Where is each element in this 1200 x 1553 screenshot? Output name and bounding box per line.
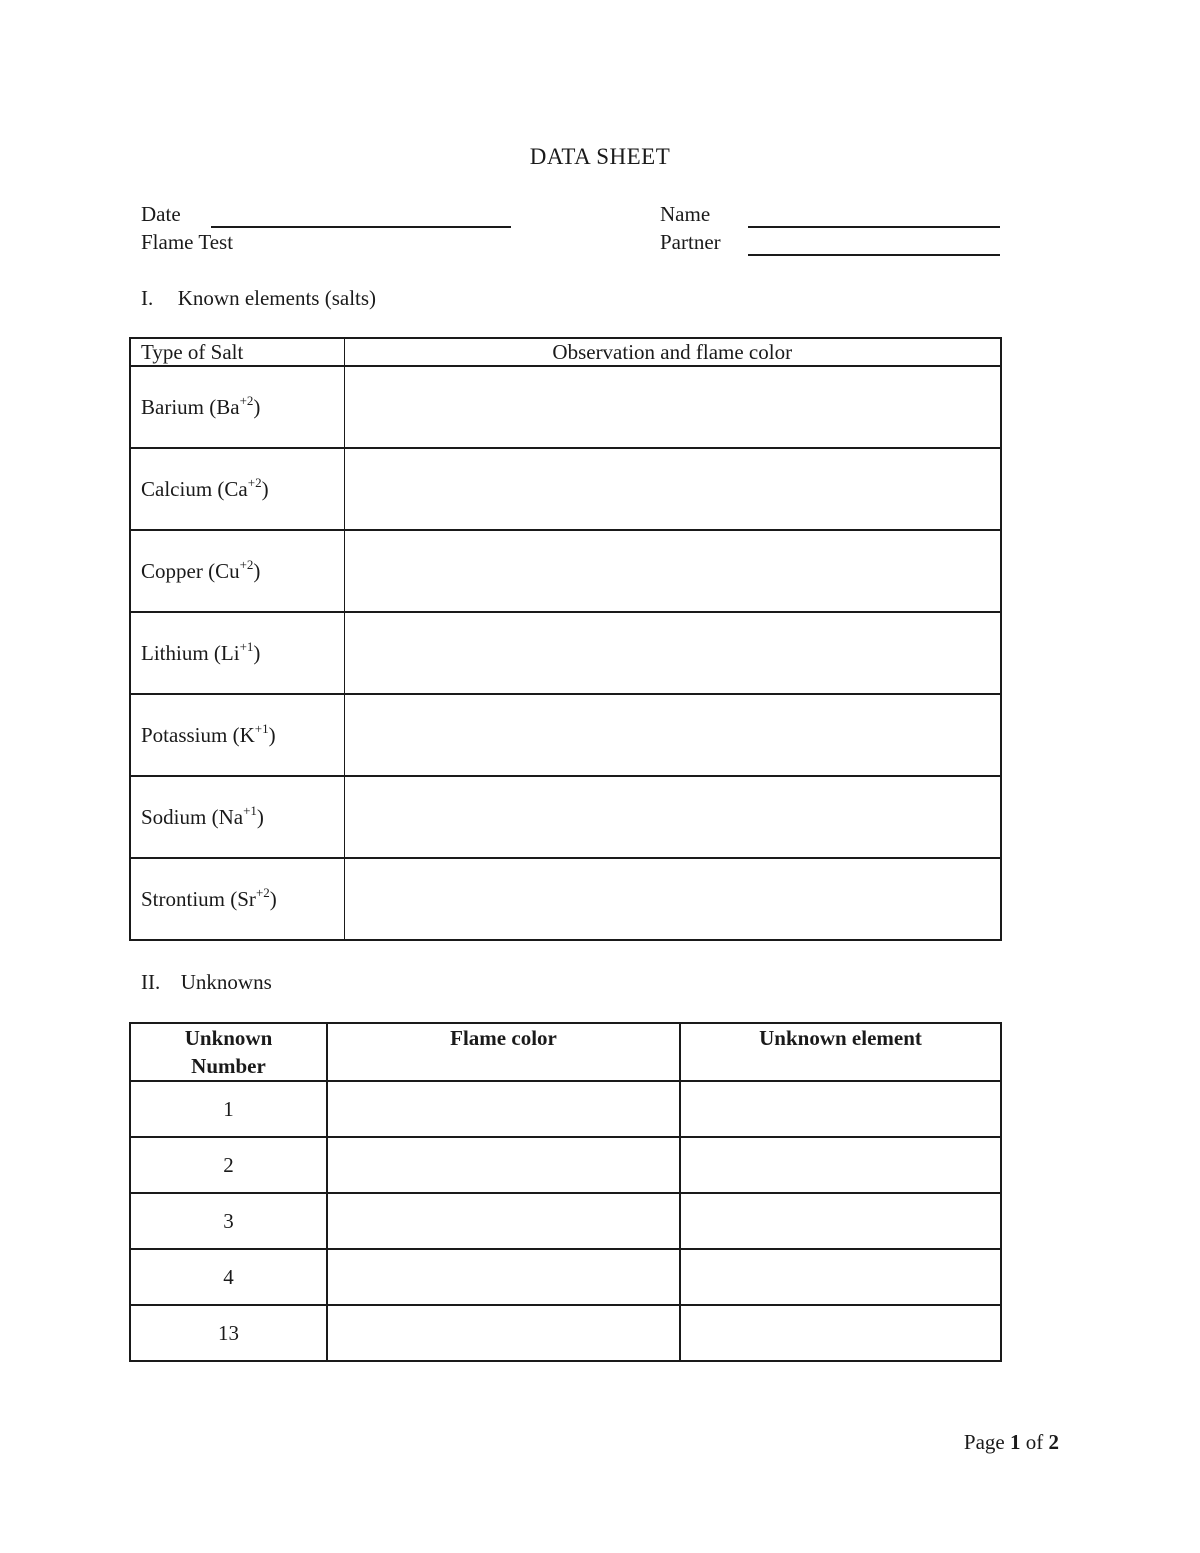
observation-cell[interactable]: [344, 694, 1001, 776]
salt-name: Potassium (K: [141, 722, 255, 747]
unknown-number-cell: 4: [130, 1249, 327, 1305]
table-row: [130, 366, 1001, 448]
section-1-number: I.: [141, 286, 154, 310]
ion-charge: +1: [239, 638, 254, 654]
flame-color-cell[interactable]: [327, 1305, 680, 1361]
partner-label: Partner: [660, 230, 721, 254]
table-row: [130, 612, 1001, 694]
section-2-number: II.: [141, 970, 161, 994]
salt-name: Sodium (Na: [141, 804, 244, 829]
unknown-element-cell[interactable]: [680, 1081, 1001, 1137]
col-unknown-number: [130, 1023, 327, 1081]
ion-charge: +2: [247, 474, 262, 490]
table-row: [130, 694, 1001, 776]
salt-name-close: ): [253, 558, 261, 583]
salt-name-close: ): [253, 394, 261, 419]
col-type-of-salt: Type of Salt: [130, 338, 344, 366]
date-label: Date: [141, 202, 181, 226]
unknown-number-cell: 3: [130, 1193, 327, 1249]
name-line[interactable]: [748, 226, 1000, 228]
unknown-element-cell[interactable]: [680, 1193, 1001, 1249]
observation-cell[interactable]: [344, 530, 1001, 612]
known-elements-table: [129, 337, 1002, 941]
section-1-title: Known elements (salts): [177, 286, 377, 310]
page-prefix: Page: [963, 1430, 1005, 1454]
unknown-number-cell: 1: [130, 1081, 327, 1137]
page-of: of: [1025, 1430, 1044, 1454]
unknown-number-cell: 2: [130, 1137, 327, 1193]
salt-name-close: ): [256, 804, 264, 829]
ion-charge: +2: [239, 556, 254, 572]
section-2-heading: [141, 968, 272, 996]
salt-name-cell: [130, 530, 344, 612]
flame-color-cell[interactable]: [327, 1193, 680, 1249]
table-row: [130, 1249, 1001, 1305]
salt-name: Lithium (Li: [141, 640, 240, 665]
ion-charge: +1: [243, 802, 257, 818]
salt-name-cell: [130, 776, 344, 858]
ion-charge: +2: [239, 392, 254, 408]
salt-name-close: ): [269, 886, 277, 911]
section-2-title: Unknowns: [180, 970, 272, 994]
table-row: [130, 858, 1001, 940]
section-1-heading: [141, 284, 376, 312]
flame-color-cell[interactable]: [327, 1249, 680, 1305]
col-observation: Observation and flame color: [344, 338, 1001, 366]
page-title: DATA SHEET: [529, 144, 671, 169]
salt-name: Calcium (Ca: [141, 476, 248, 501]
salt-name-close: ): [268, 722, 276, 747]
flame-color-cell[interactable]: [327, 1137, 680, 1193]
unknown-number-cell: 13: [130, 1305, 327, 1361]
salt-name: Copper (Cu: [141, 558, 240, 583]
unknown-element-cell[interactable]: [680, 1249, 1001, 1305]
salt-name: Strontium (Sr: [141, 886, 256, 911]
col-flame-color: Flame color: [327, 1023, 680, 1081]
partner-line[interactable]: [748, 254, 1000, 256]
col-unknown-element: Unknown element: [680, 1023, 1001, 1081]
page-number: [964, 1430, 1059, 1455]
page-current: 1: [1010, 1430, 1021, 1454]
salt-name-cell: [130, 448, 344, 530]
flame-color-cell[interactable]: [327, 1081, 680, 1137]
flame-test-label: Flame Test: [141, 230, 234, 254]
table-row: [130, 1305, 1001, 1361]
salt-name-cell: [130, 612, 344, 694]
observation-cell[interactable]: [344, 858, 1001, 940]
table-row: [130, 530, 1001, 612]
salt-name-cell: [130, 694, 344, 776]
unknown-element-cell[interactable]: [680, 1137, 1001, 1193]
observation-cell[interactable]: [344, 612, 1001, 694]
observation-cell[interactable]: [344, 448, 1001, 530]
table-row: [130, 1193, 1001, 1249]
table-row: [130, 776, 1001, 858]
table-row: [130, 1137, 1001, 1193]
salt-name: Barium (Ba: [141, 394, 240, 419]
salt-name-close: ): [253, 640, 261, 665]
table-row: [130, 1081, 1001, 1137]
table-row: [130, 448, 1001, 530]
unknown-element-cell[interactable]: [680, 1305, 1001, 1361]
salt-name-cell: [130, 366, 344, 448]
date-line[interactable]: [211, 226, 511, 228]
unknowns-table: [129, 1022, 1002, 1362]
observation-cell[interactable]: [344, 366, 1001, 448]
observation-cell[interactable]: [344, 776, 1001, 858]
col-unknown-number-line2: Number: [191, 1054, 266, 1078]
page-total: 2: [1048, 1430, 1059, 1454]
ion-charge: +2: [255, 884, 270, 900]
ion-charge: +1: [254, 720, 269, 736]
name-label: Name: [660, 202, 711, 226]
salt-name-cell: [130, 858, 344, 940]
salt-name-close: ): [261, 476, 269, 501]
col-unknown-number-line1: Unknown: [184, 1026, 273, 1050]
